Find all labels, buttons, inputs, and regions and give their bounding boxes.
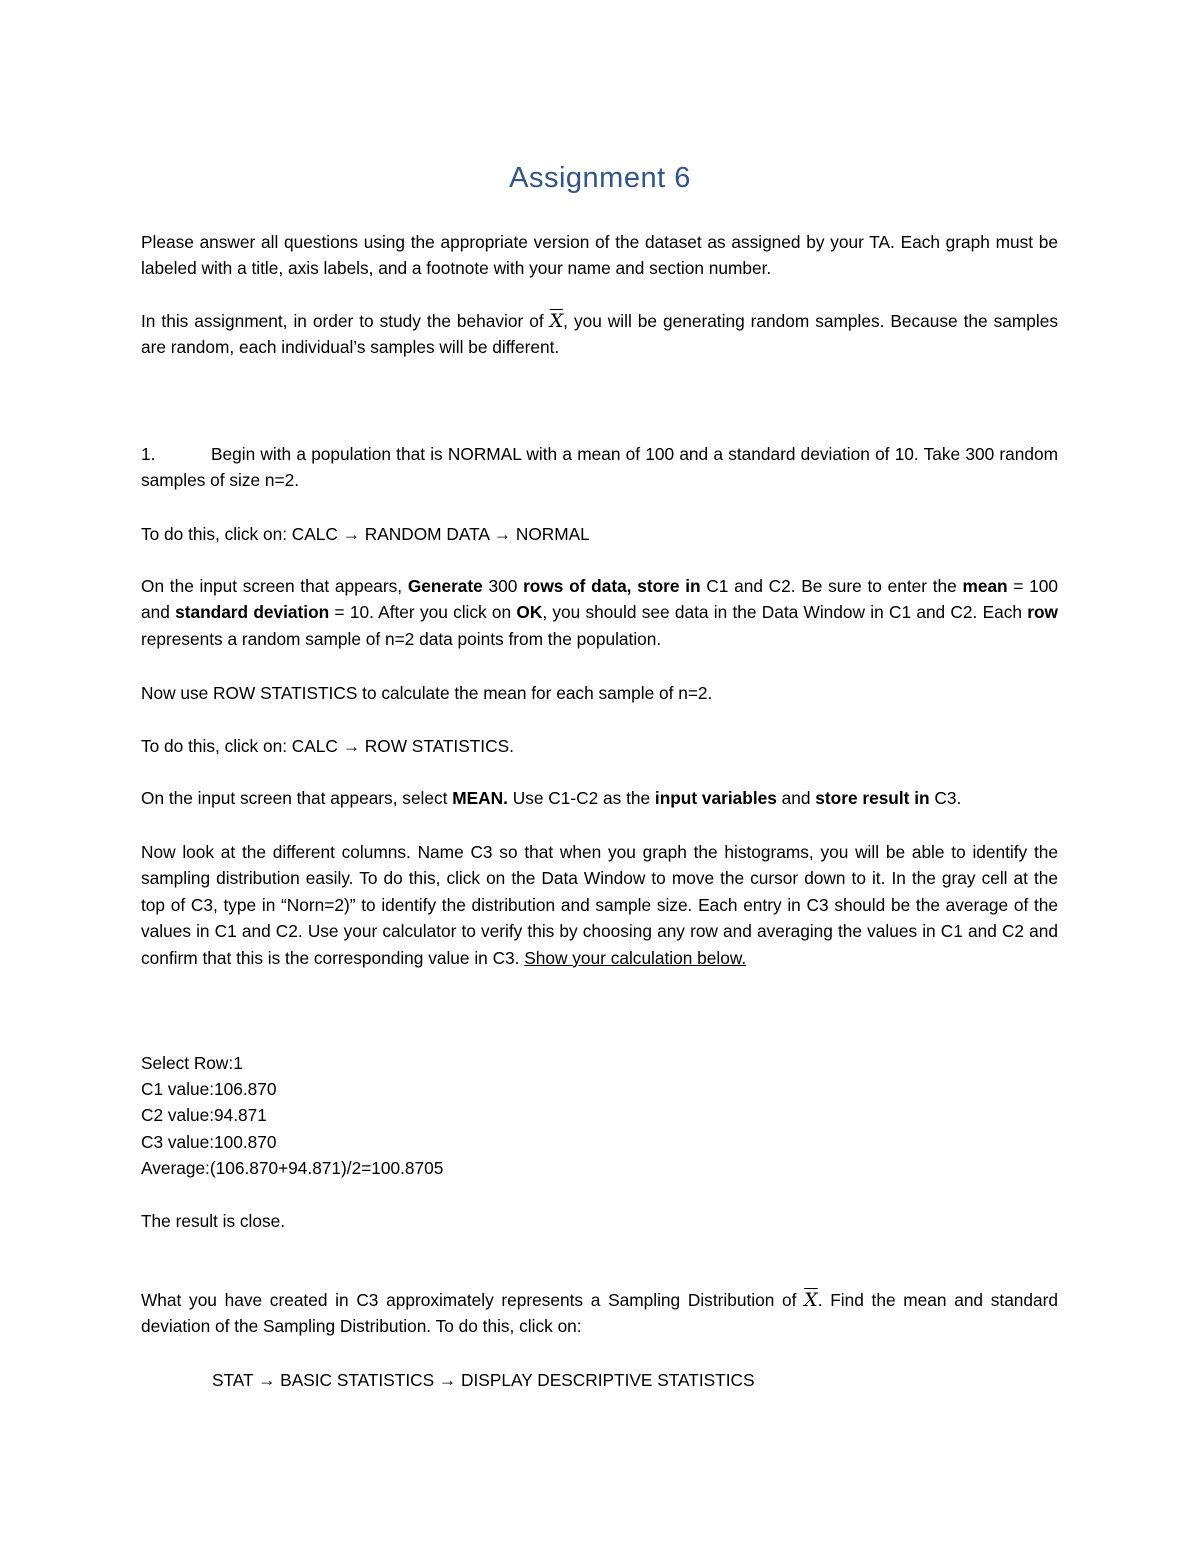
sampling-text-before: What you have created in C3 approximately represents a Sampling Distribution of — [141, 1290, 805, 1310]
answer-c1-value: C1 value:106.870 — [141, 1079, 277, 1099]
x-bar-symbol: $\overline{X}$ — [804, 1289, 818, 1311]
emphasis-ok: OK — [516, 602, 543, 623]
x-bar-symbol: $\overline{X}$ — [549, 310, 564, 332]
emphasis-store-result: store result in — [815, 788, 930, 808]
input-text: represents a random sample of n=2 data points from the population. — [141, 628, 662, 649]
answer-c3-value: C3 value:100.870 — [141, 1132, 277, 1152]
input-text: = 100 and — [141, 576, 1058, 623]
answer-c2-value: C2 value:94.871 — [141, 1105, 267, 1125]
page-title: Assignment 6 — [509, 162, 691, 194]
input-text: On the input screen that appears, — [141, 576, 408, 596]
answer-select-row: Select Row:1 — [141, 1053, 243, 1073]
behavior-text-after: , you will be generating random samples. Because the samples are random, each individual’s samples will be different. — [141, 311, 1058, 358]
result-statement: The result is close. — [141, 1211, 286, 1231]
input-text: C1 and C2. Be sure to enter the — [700, 576, 963, 596]
intro-paragraph: Please answer all questions using the appropriate version of the dataset as assigned by your TA. Each graph must be labeled with a title, axis labels, and a footnote with your name and section number. — [141, 232, 1058, 279]
input-screen-mean-paragraph — [141, 785, 961, 811]
input-screen-paragraph — [141, 573, 1058, 652]
question-1 — [141, 441, 1058, 494]
emphasis-input-variables: input variables — [654, 788, 777, 808]
instruction-descriptive-statistics: STAT → BASIC STATISTICS → DISPLAY DESCRIPTIVE STATISTICS — [212, 1370, 755, 1390]
input-text: On the input screen that appears, select — [141, 788, 453, 808]
question-number: 1. — [141, 444, 156, 464]
input-text: C3. — [929, 788, 962, 808]
emphasis-row: row — [1027, 602, 1058, 623]
input-text: , you should see data in the Data Window in C1 and C2. Each — [542, 602, 1028, 623]
input-text: Use C1-C2 as the — [507, 788, 655, 808]
sampling-distribution-paragraph — [141, 1287, 1058, 1340]
show-calculation-text: Show your calculation below. — [524, 947, 747, 968]
sampling-text-after: . Find the mean and standard deviation of the Sampling Distribution. To do this, click on: — [141, 1290, 1059, 1337]
input-text: and — [776, 788, 816, 808]
emphasis-std-dev: standard deviation — [175, 602, 330, 623]
instruction-random-data: To do this, click on: CALC → RANDOM DATA → NORMAL — [141, 524, 590, 544]
emphasis-generate: Generate — [407, 576, 483, 596]
question-text: Begin with a population that is NORMAL with a mean of 100 and a standard deviation of 10. Take 300 random samples of size n=2. — [141, 444, 1058, 491]
columns-paragraph — [141, 839, 1058, 971]
behavior-text-before: In this assignment, in order to study the behavior of — [141, 311, 550, 331]
emphasis-rows-store: rows of data, store in — [523, 576, 701, 596]
row-statistics-paragraph: Now use ROW STATISTICS to calculate the mean for each sample of n=2. — [141, 683, 713, 703]
columns-text: Now look at the different columns. Name C3 so that when you graph the histograms, you will be able to identify the sampling distribution easily. To do this, click on the Data Window to move the cursor down to it. In the gray cell at the top of C3, type in “Norn=2)” to identify the distribution and sample size. Each entry in C3 should be the average of the values in C1 and C2. Use your calculator to verify this by choosing any row and averaging the values in C1 and C2 and confirm that this is the corresponding value in C3. — [141, 842, 1058, 968]
input-text: = 10. After you click on — [329, 602, 517, 623]
emphasis-mean: mean — [962, 576, 1008, 596]
input-text: 300 — [482, 576, 524, 596]
behavior-paragraph — [141, 308, 1058, 361]
emphasis-mean-upper: MEAN. — [452, 788, 508, 808]
instruction-row-statistics: To do this, click on: CALC → ROW STATISTICS. — [141, 736, 514, 756]
answer-average: Average:(106.870+94.871)/2=100.8705 — [141, 1158, 444, 1178]
